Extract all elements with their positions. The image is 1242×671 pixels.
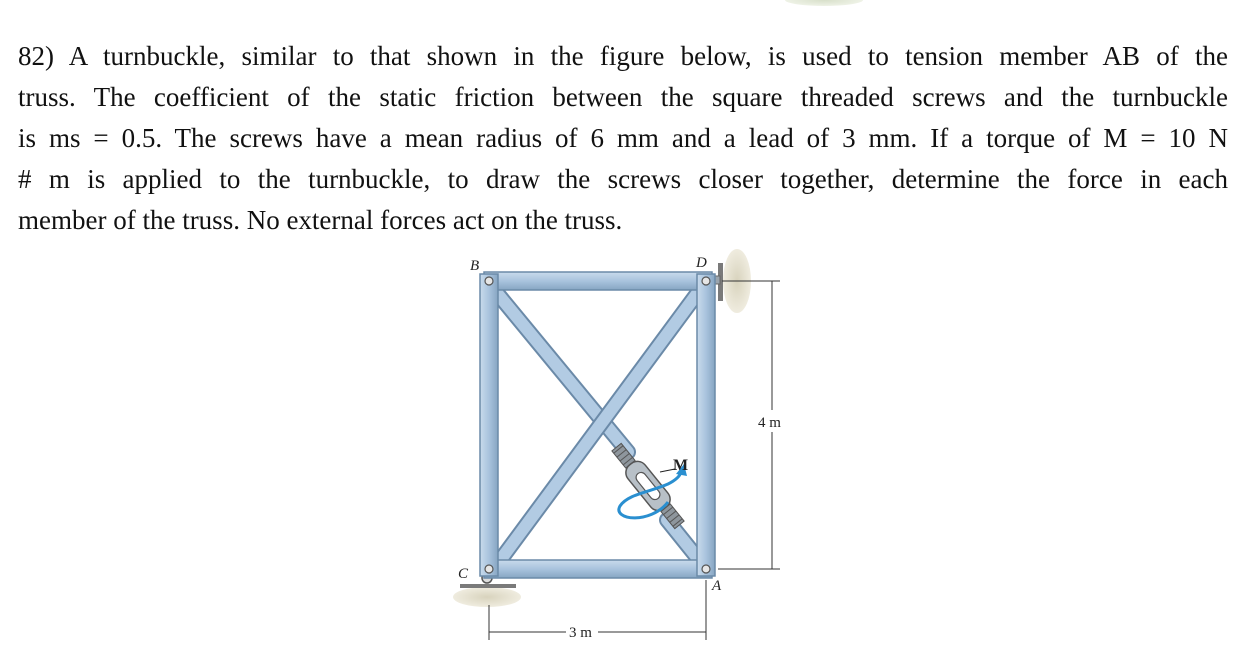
- problem-line-5: member of the truss. No external forces act on the truss.: [18, 205, 623, 235]
- moment-label: M: [673, 457, 689, 474]
- joint-label-a: A: [712, 578, 722, 594]
- problem-line-3: is ms = 0.5. The screws have a mean radius of 6 mm and a lead of 3 mm. If a torque of M = 10 N: [18, 123, 1228, 153]
- joint-label-c: C: [458, 566, 469, 582]
- dimension-horizontal-label: 3 m: [569, 625, 592, 641]
- dimension-horizontal: [489, 580, 706, 640]
- problem-line-2: truss. The coefficient of the static friction between the square threaded screws and the turnbuckle: [18, 82, 1228, 112]
- problem-line-1: 82) A turnbuckle, similar to that shown in the figure below, is used to tension member AB of the: [18, 41, 1228, 71]
- joint-label-d: D: [696, 255, 707, 271]
- member-bc: [480, 274, 498, 576]
- member-da: [697, 274, 715, 576]
- member-bd: [484, 272, 712, 290]
- problem-line-4: # m is applied to the turnbuckle, to draw the screws closer together, determine the force in each: [18, 164, 1228, 194]
- joint-label-b: B: [470, 258, 480, 274]
- dimension-vertical-label: 4 m: [758, 415, 781, 431]
- turnbuckle: [608, 440, 688, 532]
- member-ca: [484, 560, 712, 578]
